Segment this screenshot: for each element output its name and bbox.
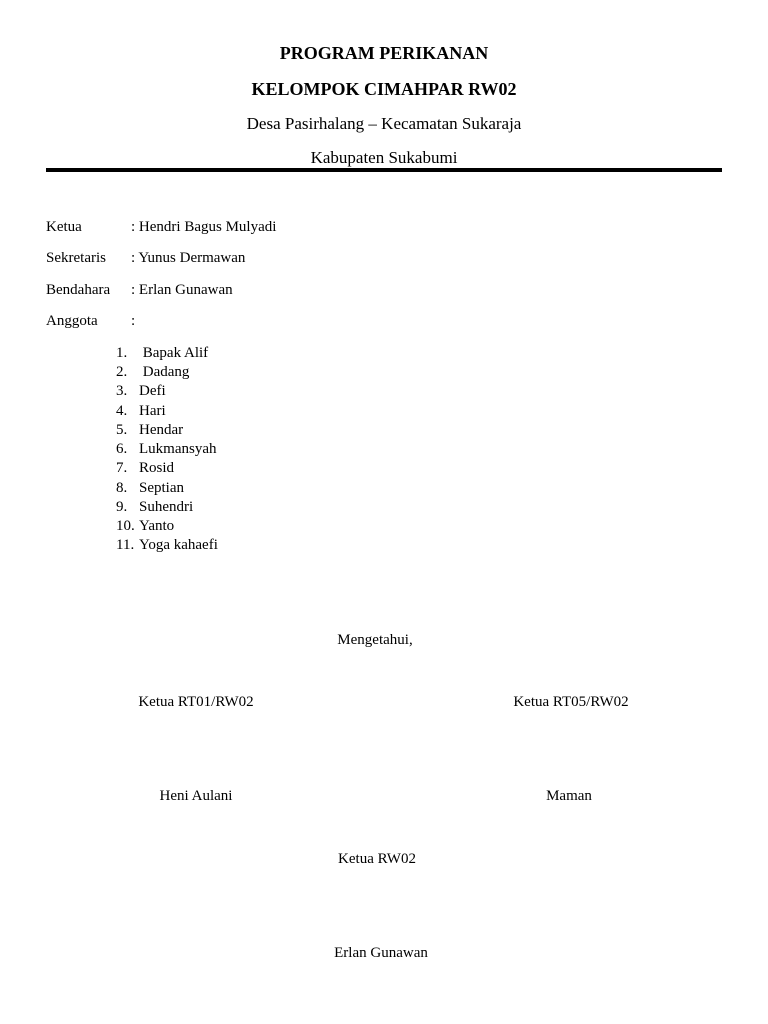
center-signer-name: Erlan Gunawan (334, 945, 428, 961)
officer-value: : Yunus Dermawan (131, 250, 246, 266)
list-item-number: 11. (116, 537, 135, 553)
list-item: Septian (139, 480, 184, 496)
left-signer-role: Ketua RT01/RW02 (138, 694, 254, 710)
left-signer-name: Heni Aulani (159, 788, 233, 804)
document-title: PROGRAM PERIKANAN (279, 43, 489, 63)
officer-label: Ketua (46, 219, 82, 235)
group-name: KELOMPOK CIMAHPAR RW02 (251, 79, 517, 99)
acknowledged-label: Mengetahui, (337, 632, 413, 648)
center-signer-role: Ketua RW02 (338, 851, 416, 867)
list-item: Bapak Alif (139, 345, 209, 361)
officer-label: Sekretaris (46, 250, 106, 266)
list-item: Lukmansyah (139, 441, 217, 457)
officer-label: Anggota (46, 313, 98, 329)
list-item-number: 1. (116, 345, 128, 361)
list-item-number: 10. (116, 518, 135, 534)
list-item-number: 8. (116, 480, 128, 496)
list-item: Hendar (139, 422, 184, 438)
list-item: Suhendri (139, 499, 194, 515)
officer-label: Bendahara (46, 282, 111, 298)
list-item-number: 4. (116, 403, 128, 419)
header-divider (46, 168, 722, 172)
list-item: Defi (139, 383, 166, 399)
officer-value: : (131, 313, 136, 329)
village-line: Desa Pasirhalang – Kecamatan Sukaraja (246, 114, 522, 133)
right-signer-role: Ketua RT05/RW02 (513, 694, 629, 710)
list-item-number: 5. (116, 422, 128, 438)
list-item-number: 7. (116, 460, 128, 476)
list-item-number: 3. (116, 383, 128, 399)
list-item: Yanto (139, 518, 175, 534)
officer-value: : Hendri Bagus Mulyadi (131, 219, 277, 235)
regency-line: Kabupaten Sukabumi (310, 148, 458, 167)
list-item: Hari (139, 403, 166, 419)
list-item: Dadang (139, 364, 190, 380)
list-item-number: 2. (116, 364, 128, 380)
list-item-number: 9. (116, 499, 128, 515)
right-signer-name: Maman (546, 788, 592, 804)
list-item-number: 6. (116, 441, 128, 457)
list-item: Yoga kahaefi (139, 537, 218, 553)
officer-value: : Erlan Gunawan (131, 282, 233, 298)
list-item: Rosid (139, 460, 175, 476)
